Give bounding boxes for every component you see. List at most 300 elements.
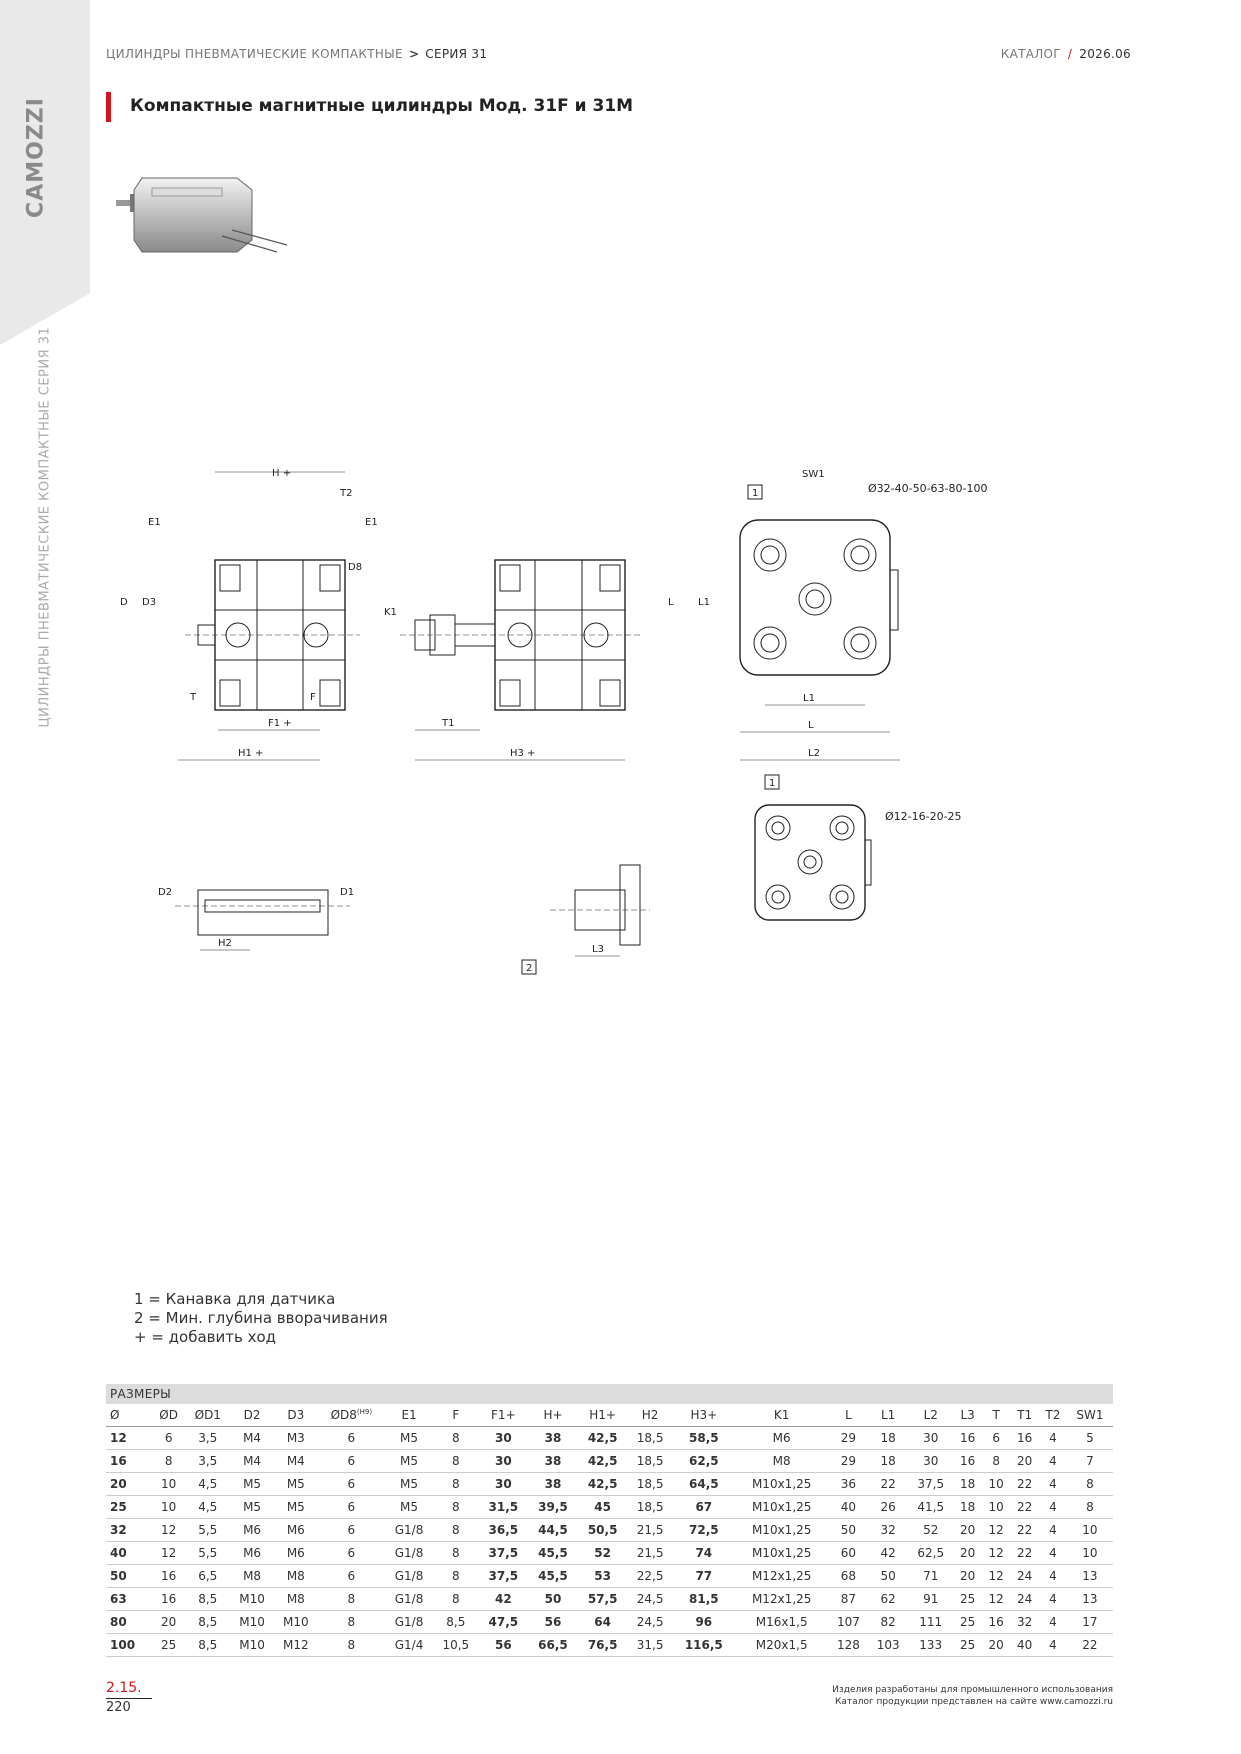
table-cell: 18,5 [627, 1496, 672, 1519]
legend-item-3: + = добавить ход [134, 1328, 277, 1346]
table-cell: 4,5 [185, 1473, 230, 1496]
label-sw1: SW1 [802, 469, 825, 480]
table-cell: 12 [106, 1427, 152, 1450]
table-cell: 18 [953, 1473, 981, 1496]
table-cell: 4 [1039, 1565, 1067, 1588]
table-cell: 38 [528, 1427, 578, 1450]
table-cell: G1/8 [385, 1542, 433, 1565]
label-l2: L2 [808, 748, 820, 759]
table-cell: 96 [673, 1611, 735, 1634]
label-l1-vertical: L1 [698, 597, 710, 608]
table-cell: M5 [385, 1450, 433, 1473]
table-cell: 24,5 [627, 1588, 672, 1611]
table-cell: 58,5 [673, 1427, 735, 1450]
table-row [106, 1542, 1113, 1565]
table-cell: 41,5 [908, 1496, 953, 1519]
table-cell: 62 [868, 1588, 908, 1611]
legend [134, 1290, 388, 1347]
table-cell: 39,5 [528, 1496, 578, 1519]
table-cell: 63 [106, 1588, 152, 1611]
table-cell: M5 [230, 1473, 274, 1496]
table-cell: M8 [274, 1588, 318, 1611]
table-cell: 8 [433, 1450, 478, 1473]
catalog-slash: / [1067, 47, 1073, 61]
front-view-large [740, 520, 898, 675]
table-cell: G1/8 [385, 1588, 433, 1611]
label-l1: L1 [803, 693, 815, 704]
legend-item-2: 2 = Мин. глубина вворачивания [134, 1309, 388, 1327]
table-cell: 60 [829, 1542, 869, 1565]
table-cell: M10 [230, 1588, 274, 1611]
table-cell: 4 [1039, 1542, 1067, 1565]
table-cell: 37,5 [479, 1542, 529, 1565]
catalog-version [1001, 47, 1131, 61]
page-section-code: 2.15. [106, 1680, 152, 1699]
table-cell: M3 [274, 1427, 318, 1450]
table-cell: 107 [829, 1611, 869, 1634]
label-d8: D8 [348, 562, 363, 573]
table-cell: 8 [318, 1588, 385, 1611]
table-cell: 13 [1067, 1588, 1113, 1611]
table-cell: 100 [106, 1634, 152, 1657]
table-cell: M10 [274, 1611, 318, 1634]
dimensions-table-block [106, 1384, 1113, 1657]
table-cell: 29 [829, 1450, 869, 1473]
label-l-vertical: L [668, 597, 674, 608]
table-cell: 6 [318, 1427, 385, 1450]
table-cell: 16 [152, 1588, 186, 1611]
table-cell: M16x1,5 [735, 1611, 829, 1634]
table-header-row [106, 1404, 1113, 1427]
column-header: H2 [627, 1404, 672, 1427]
table-cell: 64,5 [673, 1473, 735, 1496]
column-header: L3 [953, 1404, 981, 1427]
table-cell: 12 [982, 1565, 1010, 1588]
table-cell: 12 [982, 1542, 1010, 1565]
table-cell: 42 [479, 1588, 529, 1611]
table-row [106, 1588, 1113, 1611]
table-cell: 8 [433, 1519, 478, 1542]
callout-2: 2 [526, 963, 533, 974]
table-cell: 52 [578, 1542, 628, 1565]
table-cell: 4 [1039, 1519, 1067, 1542]
column-header: ØD [152, 1404, 186, 1427]
table-cell: M4 [230, 1450, 274, 1473]
table-cell: 31,5 [479, 1496, 529, 1519]
column-header: T1 [1010, 1404, 1038, 1427]
table-cell: M10 [230, 1611, 274, 1634]
section-view [175, 890, 350, 935]
table-cell: 50,5 [578, 1519, 628, 1542]
title-accent-bar [106, 92, 111, 122]
table-cell: 40 [1010, 1634, 1038, 1657]
table-cell: 17 [1067, 1611, 1113, 1634]
table-cell: 21,5 [627, 1542, 672, 1565]
table-cell: 4 [1039, 1588, 1067, 1611]
side-view-2 [400, 560, 640, 710]
brand-logo: CAMOZZI [23, 97, 49, 218]
table-body [106, 1427, 1113, 1657]
table-cell: M6 [230, 1519, 274, 1542]
table-cell: 57,5 [578, 1588, 628, 1611]
table-cell: 38 [528, 1473, 578, 1496]
table-cell: 8 [433, 1427, 478, 1450]
table-cell: 30 [479, 1427, 529, 1450]
table-cell: 4 [1039, 1634, 1067, 1657]
table-cell: 25 [152, 1634, 186, 1657]
table-cell: 52 [908, 1519, 953, 1542]
table-cell: 5,5 [185, 1519, 230, 1542]
column-header: D2 [230, 1404, 274, 1427]
table-cell: 87 [829, 1588, 869, 1611]
table-cell: 12 [152, 1519, 186, 1542]
table-cell: 3,5 [185, 1450, 230, 1473]
table-cell: 42,5 [578, 1450, 628, 1473]
table-cell: G1/8 [385, 1565, 433, 1588]
column-header: H+ [528, 1404, 578, 1427]
table-cell: 29 [829, 1427, 869, 1450]
table-cell: 6 [318, 1450, 385, 1473]
catalog-label: КАТАЛОГ [1000, 47, 1061, 61]
page-number: 220 [106, 1700, 131, 1715]
table-cell: 45,5 [528, 1565, 578, 1588]
table-cell: 8 [1067, 1473, 1113, 1496]
table-cell: 24 [1010, 1588, 1038, 1611]
table-cell: G1/8 [385, 1611, 433, 1634]
table-cell: 8,5 [433, 1611, 478, 1634]
table-cell: 4 [1039, 1427, 1067, 1450]
table-cell: M4 [230, 1427, 274, 1450]
table-cell: 56 [528, 1611, 578, 1634]
table-cell: 45,5 [528, 1542, 578, 1565]
table-cell: 6 [318, 1565, 385, 1588]
table-row [106, 1565, 1113, 1588]
label-h2: H2 [218, 938, 232, 949]
table-cell: M10x1,25 [735, 1496, 829, 1519]
label-d2: D2 [158, 887, 173, 898]
label-t1: T1 [442, 718, 455, 729]
table-cell: 133 [908, 1634, 953, 1657]
table-cell: 37,5 [479, 1565, 529, 1588]
label-l3: L3 [592, 944, 604, 955]
label-e1-left: E1 [148, 517, 161, 528]
table-cell: M8 [735, 1450, 829, 1473]
table-cell: 36,5 [479, 1519, 529, 1542]
table-row [106, 1473, 1113, 1496]
table-cell: 10 [1067, 1542, 1113, 1565]
table-cell: 40 [829, 1496, 869, 1519]
table-cell: 4 [1039, 1496, 1067, 1519]
table-cell: M6 [274, 1519, 318, 1542]
label-d: D [120, 597, 128, 608]
breadcrumb-separator: > [408, 47, 420, 61]
table-cell: 8 [982, 1450, 1010, 1473]
table-cell: 10,5 [433, 1634, 478, 1657]
footer-line-2[interactable]: Каталог продукции представлен на сайте www.camozzi.ru [835, 1697, 1113, 1707]
label-h1: H1 + [238, 748, 264, 759]
table-cell: M5 [274, 1473, 318, 1496]
table-row [106, 1450, 1113, 1473]
table-cell: M12x1,25 [735, 1588, 829, 1611]
table-cell: 50 [829, 1519, 869, 1542]
table-cell: 12 [982, 1588, 1010, 1611]
table-cell: 13 [1067, 1565, 1113, 1588]
label-f1: F1 + [268, 718, 292, 729]
column-header: T [982, 1404, 1010, 1427]
table-cell: 24 [1010, 1565, 1038, 1588]
table-cell: 22 [1010, 1519, 1038, 1542]
table-cell: 116,5 [673, 1634, 735, 1657]
side-view-1 [185, 560, 363, 710]
table-cell: M10x1,25 [735, 1519, 829, 1542]
table-cell: 91 [908, 1588, 953, 1611]
table-cell: 32 [868, 1519, 908, 1542]
table-cell: 16 [982, 1611, 1010, 1634]
table-cell: M5 [385, 1496, 433, 1519]
table-cell: 53 [578, 1565, 628, 1588]
table-cell: 80 [106, 1611, 152, 1634]
table-cell: 6 [318, 1519, 385, 1542]
table-cell: 16 [1010, 1427, 1038, 1450]
table-cell: M5 [274, 1496, 318, 1519]
table-cell: M10x1,25 [735, 1542, 829, 1565]
table-cell: M6 [735, 1427, 829, 1450]
table-row [106, 1519, 1113, 1542]
label-t2: T2 [340, 488, 353, 499]
table-cell: G1/8 [385, 1519, 433, 1542]
table-cell: 47,5 [479, 1611, 529, 1634]
table-cell: M6 [230, 1542, 274, 1565]
table-cell: 81,5 [673, 1588, 735, 1611]
table-cell: M6 [274, 1542, 318, 1565]
column-header: F1+ [479, 1404, 529, 1427]
table-cell: 24,5 [627, 1611, 672, 1634]
table-cell: 128 [829, 1634, 869, 1657]
table-cell: 22 [1010, 1473, 1038, 1496]
table-cell: 103 [868, 1634, 908, 1657]
table-cell: 82 [868, 1611, 908, 1634]
table-cell: 40 [106, 1542, 152, 1565]
table-cell: 50 [106, 1565, 152, 1588]
table-cell: 20 [982, 1634, 1010, 1657]
table-cell: 68 [829, 1565, 869, 1588]
table-cell: 8 [433, 1565, 478, 1588]
table-cell: 32 [106, 1519, 152, 1542]
table-cell: 22 [868, 1473, 908, 1496]
table-cell: 22 [1067, 1634, 1113, 1657]
table-cell: 111 [908, 1611, 953, 1634]
table-cell: 4,5 [185, 1496, 230, 1519]
label-d3: D3 [142, 597, 157, 608]
label-d1: D1 [340, 887, 355, 898]
column-header: F [433, 1404, 478, 1427]
table-cell: M12x1,25 [735, 1565, 829, 1588]
table-cell: M5 [385, 1427, 433, 1450]
table-cell: 67 [673, 1496, 735, 1519]
table-cell: 30 [908, 1427, 953, 1450]
table-row [106, 1496, 1113, 1519]
table-row [106, 1634, 1113, 1657]
table-cell: 44,5 [528, 1519, 578, 1542]
table-cell: 25 [953, 1611, 981, 1634]
table-cell: 64 [578, 1611, 628, 1634]
table-cell: 22 [1010, 1542, 1038, 1565]
column-header: L1 [868, 1404, 908, 1427]
table-cell: 66,5 [528, 1634, 578, 1657]
table-cell: 18,5 [627, 1473, 672, 1496]
table-cell: 20 [106, 1473, 152, 1496]
table-cell: 18 [868, 1427, 908, 1450]
table-cell: 8 [152, 1450, 186, 1473]
table-cell: 6 [152, 1427, 186, 1450]
table-cell: 18,5 [627, 1450, 672, 1473]
column-header: Ø [106, 1404, 152, 1427]
table-cell: 4 [1039, 1450, 1067, 1473]
table-cell: 21,5 [627, 1519, 672, 1542]
table-cell: 50 [868, 1565, 908, 1588]
label-l: L [808, 720, 814, 731]
table-cell: 8 [433, 1542, 478, 1565]
table-cell: 8 [1067, 1496, 1113, 1519]
table-cell: 25 [953, 1634, 981, 1657]
table-cell: 30 [479, 1450, 529, 1473]
catalog-version-number: 2026.06 [1079, 47, 1131, 61]
table-cell: 6,5 [185, 1565, 230, 1588]
table-cell: 8 [433, 1588, 478, 1611]
table-cell: 20 [953, 1519, 981, 1542]
column-header: D3 [274, 1404, 318, 1427]
dimensions-table [106, 1404, 1113, 1657]
footer-note [832, 1684, 1113, 1708]
table-cell: 10 [1067, 1519, 1113, 1542]
column-header: T2 [1039, 1404, 1067, 1427]
table-cell: 8,5 [185, 1634, 230, 1657]
table-cell: 5 [1067, 1427, 1113, 1450]
breadcrumb-section[interactable]: ЦИЛИНДРЫ ПНЕВМАТИЧЕСКИЕ КОМПАКТНЫЕ [106, 47, 403, 61]
sidebar [0, 0, 90, 1754]
table-cell: 77 [673, 1565, 735, 1588]
legend-item-1: 1 = Канавка для датчика [134, 1290, 336, 1308]
table-cell: 72,5 [673, 1519, 735, 1542]
table-cell: 22 [1010, 1496, 1038, 1519]
table-cell: M12 [274, 1634, 318, 1657]
table-cell: M8 [230, 1565, 274, 1588]
footer-line-1: Изделия разработаны для промышленного использования [832, 1685, 1113, 1695]
table-cell: G1/4 [385, 1634, 433, 1657]
breadcrumb-current: СЕРИЯ 31 [425, 47, 488, 61]
table-cell: 42,5 [578, 1427, 628, 1450]
table-cell: 62,5 [908, 1542, 953, 1565]
column-header: H1+ [578, 1404, 628, 1427]
column-header: L [829, 1404, 869, 1427]
table-cell: M8 [274, 1565, 318, 1588]
table-cell: 6 [318, 1473, 385, 1496]
table-cell: 18 [868, 1450, 908, 1473]
table-cell: 16 [953, 1450, 981, 1473]
column-header-sup: (H9) [356, 1408, 373, 1416]
table-cell: 20 [953, 1542, 981, 1565]
technical-drawing [120, 468, 1120, 1090]
table-cell: 4 [1039, 1611, 1067, 1634]
table-cell: M10x1,25 [735, 1473, 829, 1496]
table-cell: 5,5 [185, 1542, 230, 1565]
callout-1: 1 [752, 488, 759, 499]
column-header: L2 [908, 1404, 953, 1427]
table-cell: 10 [152, 1496, 186, 1519]
table-cell: 56 [479, 1634, 529, 1657]
table-cell: 25 [953, 1588, 981, 1611]
table-cell: 50 [528, 1588, 578, 1611]
label-t: T [190, 692, 197, 703]
table-cell: 10 [152, 1473, 186, 1496]
table-row [106, 1611, 1113, 1634]
table-cell: 6 [318, 1542, 385, 1565]
vertical-section-title: ЦИЛИНДРЫ ПНЕВМАТИЧЕСКИЕ КОМПАКТНЫЕ СЕРИЯ 31 [37, 326, 53, 728]
label-e1-right: E1 [365, 517, 378, 528]
table-cell: 26 [868, 1496, 908, 1519]
table-cell: M5 [385, 1473, 433, 1496]
table-cell: 16 [106, 1450, 152, 1473]
column-header: H3+ [673, 1404, 735, 1427]
table-cell: 16 [953, 1427, 981, 1450]
table-cell: 8 [433, 1473, 478, 1496]
table-cell: 38 [528, 1450, 578, 1473]
table-cell: 42,5 [578, 1473, 628, 1496]
label-diameters-large: Ø32-40-50-63-80-100 [868, 482, 988, 495]
front-view-small [755, 805, 871, 920]
table-cell: 22,5 [627, 1565, 672, 1588]
column-header: E1 [385, 1404, 433, 1427]
table-cell: 42 [868, 1542, 908, 1565]
cylinder-photo [112, 170, 292, 255]
table-cell: 6 [318, 1496, 385, 1519]
table-cell: 20 [1010, 1450, 1038, 1473]
table-cell: 7 [1067, 1450, 1113, 1473]
table-cell: 71 [908, 1565, 953, 1588]
label-k1: K1 [384, 607, 397, 618]
table-cell: 31,5 [627, 1634, 672, 1657]
table-cell: 12 [152, 1542, 186, 1565]
breadcrumb [106, 47, 487, 61]
label-h-plus: H + [272, 468, 292, 479]
column-header: SW1 [1067, 1404, 1113, 1427]
table-cell: 25 [106, 1496, 152, 1519]
table-cell: 10 [982, 1473, 1010, 1496]
table-cell: 30 [908, 1450, 953, 1473]
table-cell: 12 [982, 1519, 1010, 1542]
table-cell: M20x1,5 [735, 1634, 829, 1657]
page-title: Компактные магнитные цилиндры Мод. 31F и 31M [130, 96, 634, 116]
table-cell: M5 [230, 1496, 274, 1519]
table-cell: 36 [829, 1473, 869, 1496]
table-cell: 8 [433, 1496, 478, 1519]
column-header: ØD1 [185, 1404, 230, 1427]
table-cell: 18 [953, 1496, 981, 1519]
table-cell: 45 [578, 1496, 628, 1519]
table-cell: M4 [274, 1450, 318, 1473]
screw-detail [550, 865, 650, 945]
table-cell: 6 [982, 1427, 1010, 1450]
table-cell: 18,5 [627, 1427, 672, 1450]
label-h3: H3 + [510, 748, 536, 759]
callout-1-small: 1 [769, 778, 776, 789]
table-cell: 76,5 [578, 1634, 628, 1657]
table-cell: 32 [1010, 1611, 1038, 1634]
table-cell: 37,5 [908, 1473, 953, 1496]
table-cell: 8 [318, 1611, 385, 1634]
column-header: $ØD8^{(H9)}$ [318, 1404, 385, 1427]
table-cell: 10 [982, 1496, 1010, 1519]
